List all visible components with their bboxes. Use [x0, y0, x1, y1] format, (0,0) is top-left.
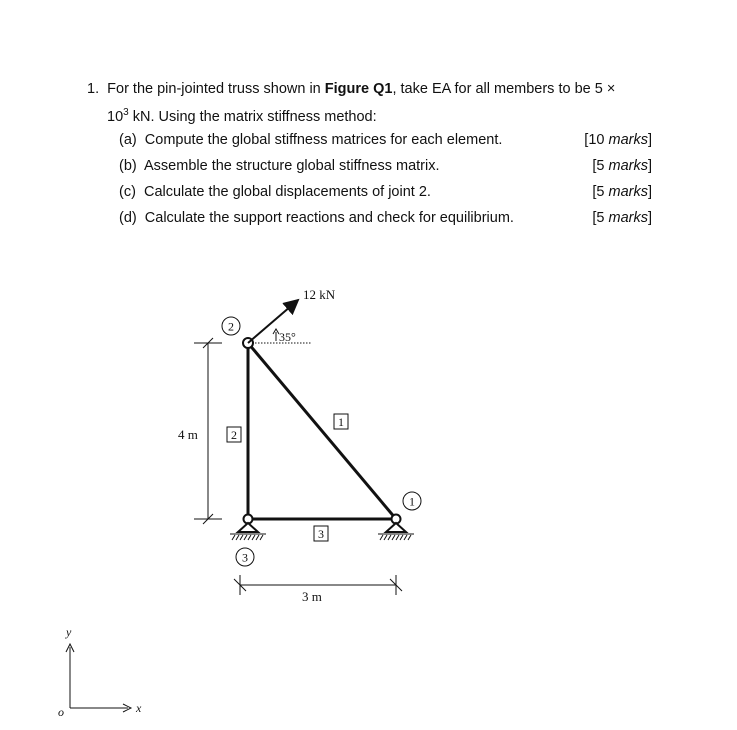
question-number: 1.: [87, 81, 100, 97]
part-a-label: (a): [119, 132, 137, 148]
part-a-marks: [10 marks]: [584, 132, 652, 148]
question-intro-2: , take EA for all members to be 5 ×: [392, 81, 616, 97]
question-intro-1: For the pin-jointed truss shown in: [107, 81, 325, 97]
axis-y-label: y: [66, 625, 72, 639]
ea-base: 10: [107, 108, 124, 125]
part-b-label: (b): [119, 158, 137, 174]
joint-1-label: 1: [409, 494, 415, 509]
member-3-label: 3: [318, 527, 324, 541]
part-b-marks: [5 marks]: [592, 158, 652, 174]
member-2-label: 2: [231, 428, 237, 442]
coordinate-axes: [66, 644, 131, 712]
part-c-marks: [5 marks]: [592, 184, 652, 200]
member-1: [248, 343, 396, 519]
part-b-text: Assemble the structure global stiffness matrix.: [144, 158, 440, 174]
part-c-text: Calculate the global displacements of joint 2.: [143, 184, 431, 200]
height-dimension: [194, 338, 222, 524]
part-d-marks: [5 marks]: [592, 210, 652, 226]
axis-x-label: x: [136, 701, 142, 715]
part-a-text: Compute the global stiffness matrices for each element.: [144, 132, 503, 148]
ea-exponent: 3: [123, 107, 129, 118]
member-1-label: 1: [338, 415, 344, 429]
axis-origin-label: o: [58, 705, 64, 719]
part-d-text: Calculate the support reactions and check for equilibrium.: [144, 210, 514, 226]
joint-2-label: 2: [228, 319, 234, 334]
part-c-label: (c): [119, 184, 136, 200]
figure-reference: Figure Q1: [324, 81, 393, 97]
width-label: 3 m: [302, 589, 322, 604]
angle-label: 35°: [279, 330, 296, 344]
height-label: 4 m: [178, 427, 198, 442]
load-label: 12 kN: [303, 287, 336, 302]
ea-rest: kN. Using the matrix stiffness method:: [128, 108, 377, 125]
part-d-label: (d): [119, 210, 137, 226]
joint-3-label: 3: [242, 550, 248, 565]
